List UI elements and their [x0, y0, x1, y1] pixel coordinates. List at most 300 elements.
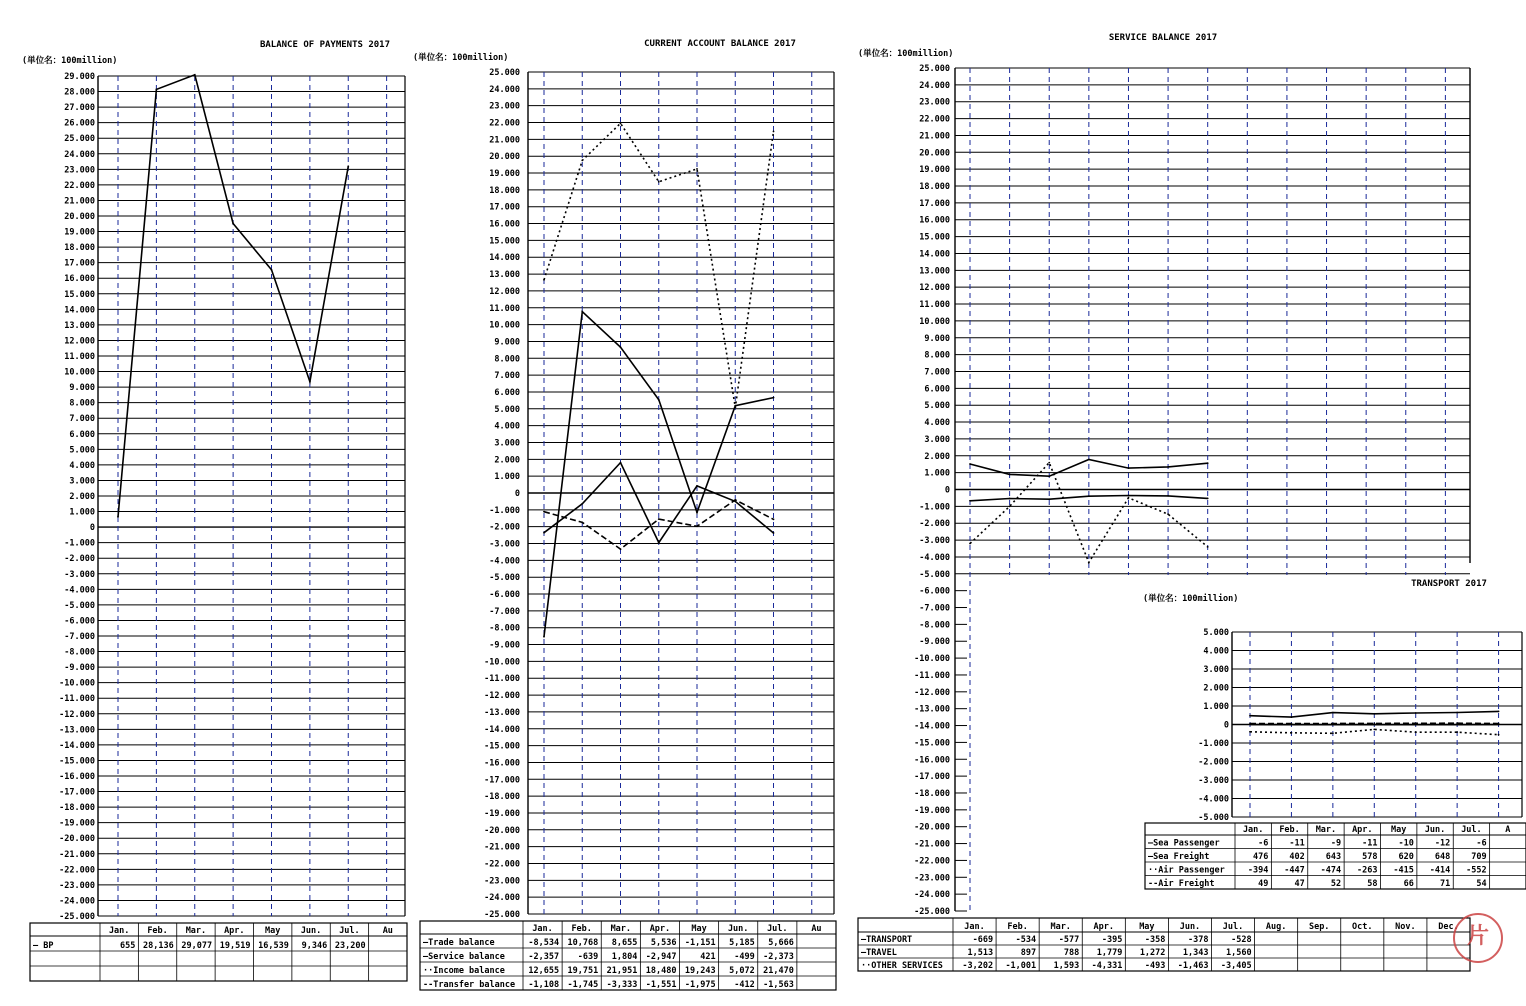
table-cell: 10,768 — [567, 938, 599, 948]
table-cell: 58 — [1367, 879, 1378, 889]
data-point — [1415, 722, 1417, 724]
y-tick-label: 29.000 — [64, 72, 95, 82]
table-header-cell: May — [1139, 922, 1155, 932]
data-point — [969, 463, 971, 465]
y-tick-label: 25.000 — [489, 68, 520, 78]
y-tick-label: -20.000 — [484, 825, 520, 836]
table-header-cell: Mar. — [610, 924, 632, 934]
y-tick-label: 20.000 — [64, 212, 95, 222]
y-tick-label: -4.000 — [64, 585, 95, 596]
data-point — [1498, 710, 1500, 712]
y-tick-label: 18.000 — [919, 182, 950, 193]
table-header-cell: Apr. — [1352, 825, 1373, 835]
y-tick-label: -17.000 — [914, 772, 950, 783]
y-tick-label: -16.000 — [484, 758, 520, 769]
bop-unit-label: (単位名：100million) — [22, 56, 118, 66]
table-cell: -577 — [1058, 935, 1080, 945]
table-cell: 402 — [1289, 852, 1305, 862]
y-tick-label: 5.000 — [494, 404, 520, 415]
y-tick-label: -11.000 — [914, 670, 950, 681]
table-cell: -10 — [1398, 838, 1414, 849]
table-cell: -414 — [1429, 865, 1451, 876]
table-cell: -11 — [1362, 838, 1378, 849]
table-cell: 5,185 — [729, 938, 755, 948]
y-tick-label: 0 — [514, 489, 520, 499]
y-tick-label: 16.000 — [489, 219, 520, 230]
data-point — [1332, 712, 1334, 714]
y-tick-label: 24.000 — [489, 84, 520, 95]
y-tick-label: -6.000 — [919, 586, 950, 597]
y-tick-label: 19.000 — [919, 165, 950, 176]
y-tick-label: 1.000 — [924, 468, 950, 479]
y-tick-label: -19.000 — [914, 805, 950, 816]
table-row-label: --Air Freight — [1148, 879, 1215, 889]
bop-chart — [22, 40, 407, 981]
y-tick-label: 12.000 — [489, 286, 520, 297]
data-point — [734, 407, 736, 409]
y-tick-label: -11.000 — [59, 694, 95, 705]
data-point — [347, 165, 349, 167]
y-tick-label: 22.000 — [489, 118, 520, 129]
transport-unit-label: (単位名：100million) — [1143, 594, 1239, 604]
data-point — [1498, 723, 1500, 725]
table-header-cell: May — [691, 924, 707, 934]
bop-grid — [59, 72, 405, 922]
table-header-cell: Jul. — [339, 926, 360, 936]
table-cell: -2,373 — [763, 952, 794, 962]
y-tick-label: -24.000 — [59, 896, 95, 907]
y-tick-label: -5.000 — [64, 600, 95, 611]
table-cell: -2,947 — [645, 952, 677, 962]
y-tick-label: 20.000 — [489, 152, 520, 163]
y-tick-label: 13.000 — [489, 270, 520, 281]
y-tick-label: -19.000 — [484, 808, 520, 819]
table-cell: -1,563 — [763, 980, 794, 990]
data-point — [1291, 716, 1293, 718]
table-cell: 52 — [1330, 879, 1342, 889]
y-tick-label: 7.000 — [69, 414, 95, 425]
table-cell: 16,539 — [258, 941, 289, 951]
table-cell: -474 — [1320, 865, 1342, 876]
data-point — [620, 346, 622, 348]
y-tick-label: -2.000 — [489, 522, 520, 533]
table-header-cell: Jan. — [532, 924, 553, 934]
data-point — [969, 543, 971, 545]
y-tick-label: -8.000 — [489, 623, 520, 634]
table-row-label: —Trade balance — [423, 938, 495, 948]
table-header-cell: May — [1391, 825, 1407, 835]
y-tick-label: 15.000 — [489, 236, 520, 247]
data-point — [194, 74, 196, 76]
data-point — [696, 525, 698, 527]
table-cell: -1,463 — [1177, 961, 1209, 971]
y-tick-label: 0 — [89, 523, 95, 534]
data-point — [271, 269, 273, 271]
data-point — [1048, 475, 1050, 477]
y-tick-label: -13.000 — [914, 704, 950, 715]
cab-data-table — [420, 921, 836, 990]
y-tick-label: 5.000 — [1203, 628, 1229, 638]
data-point — [155, 89, 157, 91]
y-tick-label: -4.000 — [919, 552, 950, 563]
y-tick-label: 14.000 — [489, 253, 520, 264]
y-tick-label: 4.000 — [1203, 646, 1229, 657]
y-tick-label: -6.000 — [489, 590, 520, 601]
y-tick-label: 21.000 — [489, 135, 520, 146]
y-tick-label: -10.000 — [59, 678, 95, 689]
y-tick-label: 24.000 — [919, 80, 950, 91]
data-point — [1167, 513, 1169, 515]
y-tick-label: 21.000 — [64, 196, 95, 207]
y-tick-label: -15.000 — [484, 741, 520, 752]
y-tick-label: -9.000 — [919, 637, 950, 648]
table-cell: 620 — [1398, 852, 1414, 862]
y-tick-label: -17.000 — [59, 787, 95, 798]
y-tick-label: -3.000 — [489, 539, 520, 550]
table-header-cell: Sep. — [1308, 922, 1330, 932]
table-header-cell: Aug. — [1265, 922, 1287, 932]
data-point — [658, 181, 660, 183]
data-point — [1009, 473, 1011, 475]
y-tick-label: -22.000 — [59, 865, 95, 876]
y-tick-label: -3.000 — [1198, 776, 1229, 786]
y-tick-label: 0 — [1223, 720, 1229, 731]
y-tick-label: -25.000 — [914, 907, 950, 917]
table-header-cell: Jul. — [1461, 825, 1482, 835]
table-cell: 643 — [1325, 852, 1342, 862]
table-cell: -493 — [1144, 961, 1166, 971]
table-cell: 421 — [700, 952, 716, 962]
data-point — [1207, 546, 1209, 548]
table-cell: -499 — [734, 952, 755, 962]
data-point — [1456, 722, 1458, 724]
y-tick-label: -22.000 — [914, 856, 950, 867]
table-cell: -3,333 — [606, 980, 638, 990]
table-row-label: — BP — [33, 941, 54, 951]
y-tick-label: -17.000 — [484, 775, 520, 786]
table-cell: -6 — [1476, 838, 1487, 849]
data-point — [117, 516, 119, 518]
y-tick-label: 17.000 — [919, 198, 950, 209]
y-tick-label: 21.000 — [919, 131, 950, 142]
table-header-cell: Jun. — [1424, 825, 1446, 835]
table-header-cell: Apr. — [1093, 922, 1115, 932]
data-point — [620, 122, 622, 124]
y-tick-label: 9.000 — [69, 383, 95, 394]
cab-title: CURRENT ACCOUNT BALANCE 2017 — [644, 39, 796, 49]
data-point — [543, 636, 545, 638]
data-point — [969, 500, 971, 502]
y-tick-label: -5.000 — [919, 569, 950, 580]
table-header-cell: Jun. — [727, 924, 749, 934]
data-point — [1167, 495, 1169, 497]
table-row-label: ··Income balance — [423, 966, 505, 976]
data-point — [1291, 732, 1293, 734]
data-point — [1456, 712, 1458, 714]
transport-title: TRANSPORT 2017 — [1411, 579, 1487, 589]
y-tick-label: -5.000 — [489, 573, 520, 584]
data-point — [543, 511, 545, 513]
y-tick-label: -2.000 — [1198, 757, 1229, 768]
y-tick-label: -20.000 — [914, 822, 950, 833]
y-tick-label: -5.000 — [1198, 813, 1229, 823]
table-cell: 21,470 — [763, 966, 794, 976]
table-cell: -1,975 — [684, 980, 716, 990]
table-header-cell: Feb. — [1279, 825, 1300, 835]
cab-grid — [484, 68, 834, 920]
table-cell: -395 — [1101, 935, 1123, 945]
table-header-cell: Jul. — [767, 924, 788, 934]
table-header-cell: Jan. — [1242, 825, 1264, 835]
data-point — [1088, 562, 1090, 564]
table-header-cell: Oct. — [1352, 922, 1373, 932]
table-header-cell: Mar. — [1315, 825, 1337, 835]
bop-title: BALANCE OF PAYMENTS 2017 — [259, 40, 391, 50]
table-row-label: —Sea Freight — [1148, 852, 1210, 862]
data-point — [1249, 715, 1251, 717]
table-cell: 19,243 — [684, 966, 716, 976]
y-tick-label: -23.000 — [914, 873, 950, 884]
table-row-label: —TRAVEL — [861, 948, 897, 958]
table-cell: -528 — [1231, 935, 1252, 945]
data-point — [543, 532, 545, 534]
bop-data-table — [30, 923, 407, 981]
data-point — [1373, 713, 1375, 715]
y-tick-label: 6.000 — [924, 384, 950, 395]
y-tick-label: -7.000 — [64, 632, 95, 642]
table-cell: 5,666 — [768, 938, 794, 948]
data-point — [1249, 731, 1251, 733]
y-tick-label: -24.000 — [914, 890, 950, 901]
y-tick-label: 18.000 — [489, 185, 520, 196]
table-cell: 49 — [1258, 879, 1269, 889]
table-cell: -11 — [1289, 838, 1305, 849]
data-point — [232, 223, 234, 225]
table-header-cell: Au — [811, 924, 822, 934]
table-cell: 1,272 — [1139, 948, 1166, 958]
table-cell: -415 — [1393, 865, 1414, 876]
table-cell: -12 — [1434, 838, 1451, 849]
y-tick-label: -11.000 — [484, 674, 520, 685]
table-cell: 476 — [1253, 852, 1269, 862]
table-cell: 1,593 — [1053, 961, 1080, 971]
y-tick-label: -15.000 — [59, 756, 95, 767]
y-tick-label: 23.000 — [64, 165, 95, 176]
y-tick-label: 24.000 — [64, 149, 95, 160]
y-tick-label: -7.000 — [919, 603, 950, 614]
data-point — [581, 311, 583, 313]
table-cell: 897 — [1020, 948, 1037, 958]
data-point — [773, 518, 775, 520]
table-cell: -1,151 — [684, 938, 716, 948]
table-cell: 54 — [1476, 879, 1487, 889]
data-point — [1048, 498, 1050, 500]
table-cell: -1,551 — [645, 980, 677, 990]
y-tick-label: -2.000 — [64, 554, 95, 565]
y-tick-label: -21.000 — [914, 839, 950, 850]
table-cell: 19,751 — [567, 966, 599, 976]
y-tick-label: 15.000 — [64, 289, 95, 300]
y-tick-label: -23.000 — [59, 880, 95, 891]
cab-unit-label: (単位名：100million) — [413, 53, 509, 63]
y-tick-label: -10.000 — [484, 657, 520, 668]
data-point — [1332, 723, 1334, 725]
table-cell: -2,357 — [528, 952, 560, 962]
y-tick-label: -25.000 — [484, 910, 520, 920]
y-tick-label: 8.000 — [494, 354, 520, 365]
y-tick-label: -12.000 — [914, 687, 950, 698]
y-tick-label: -14.000 — [914, 721, 950, 732]
table-cell: 71 — [1440, 879, 1451, 889]
y-tick-label: 10.000 — [489, 320, 520, 331]
y-tick-label: -1.000 — [489, 505, 520, 516]
y-tick-label: 17.000 — [489, 202, 520, 213]
table-header-cell: Apr. — [224, 926, 245, 936]
table-cell: -1,001 — [1005, 961, 1037, 971]
y-tick-label: -21.000 — [484, 842, 520, 853]
data-point — [1498, 734, 1500, 736]
y-tick-label: 1.000 — [494, 472, 520, 483]
data-point — [1088, 495, 1090, 497]
transport-chart — [1135, 575, 1526, 897]
data-point — [1167, 466, 1169, 468]
y-tick-label: 10.000 — [919, 316, 950, 327]
data-point — [1207, 462, 1209, 464]
data-point — [1128, 495, 1130, 497]
table-cell: -534 — [1015, 935, 1037, 945]
y-tick-label: 5.000 — [924, 401, 950, 412]
data-point — [1456, 731, 1458, 733]
y-tick-label: -24.000 — [484, 893, 520, 904]
data-point — [1291, 723, 1293, 725]
data-point — [543, 279, 545, 281]
data-point — [658, 542, 660, 544]
data-point — [1048, 462, 1050, 464]
y-tick-label: 11.000 — [64, 352, 95, 362]
table-header-cell: Jun. — [300, 926, 322, 936]
y-tick-label: -4.000 — [1198, 794, 1229, 805]
y-tick-label: 13.000 — [919, 266, 950, 277]
table-header-cell: Jan. — [108, 926, 130, 936]
y-tick-label: -7.000 — [489, 606, 520, 617]
table-cell: 1,779 — [1096, 948, 1123, 958]
data-point — [1207, 498, 1209, 500]
table-header-cell: Mar. — [1050, 922, 1071, 932]
y-tick-label: 22.000 — [64, 180, 95, 191]
y-tick-label: -9.000 — [489, 640, 520, 651]
data-point — [581, 503, 583, 505]
data-point — [1088, 459, 1090, 461]
y-tick-label: -1.000 — [1198, 739, 1229, 749]
table-cell: 8,655 — [611, 938, 638, 948]
table-cell: -639 — [577, 952, 599, 962]
y-tick-label: -13.000 — [484, 707, 520, 718]
y-tick-label: 7.000 — [494, 371, 520, 382]
y-tick-label: 3.000 — [494, 438, 520, 449]
y-tick-label: 19.000 — [489, 169, 520, 180]
y-tick-label: 28.000 — [64, 87, 95, 98]
y-tick-label: -8.000 — [919, 620, 950, 631]
y-tick-label: 16.000 — [64, 274, 95, 285]
y-tick-label: 25.000 — [64, 134, 95, 145]
y-tick-label: 26.000 — [64, 118, 95, 129]
cab-chart — [413, 39, 836, 990]
table-header-cell: Feb. — [1007, 922, 1028, 932]
y-tick-label: -25.000 — [59, 912, 95, 922]
data-point — [1456, 724, 1458, 726]
y-tick-label: 23.000 — [489, 101, 520, 112]
y-tick-label: -14.000 — [59, 740, 95, 751]
data-point — [696, 511, 698, 513]
table-cell: -1,108 — [528, 980, 560, 990]
y-tick-label: 0 — [944, 485, 950, 496]
table-cell: 709 — [1471, 852, 1487, 862]
data-point — [1249, 723, 1251, 725]
table-cell: 23,200 — [334, 941, 366, 951]
table-cell: -9 — [1330, 838, 1342, 849]
data-point — [1009, 498, 1011, 500]
table-cell: 66 — [1403, 879, 1414, 889]
table-header-cell: Feb. — [571, 924, 592, 934]
y-tick-label: -1.000 — [64, 538, 95, 549]
table-cell: 18,480 — [645, 966, 677, 976]
table-cell: -358 — [1144, 935, 1166, 945]
table-cell: 1,513 — [967, 948, 994, 958]
data-point — [620, 548, 622, 550]
y-tick-label: -12.000 — [484, 691, 520, 702]
y-tick-label: 3.000 — [924, 434, 950, 445]
y-tick-label: -10.000 — [914, 654, 950, 665]
table-cell: -4,331 — [1091, 961, 1123, 971]
data-point — [1373, 723, 1375, 725]
y-tick-label: -21.000 — [59, 849, 95, 860]
table-header-cell: Nov. — [1395, 922, 1416, 932]
y-tick-label: 23.000 — [919, 97, 950, 108]
y-tick-label: -22.000 — [484, 859, 520, 870]
data-point — [696, 485, 698, 487]
y-tick-label: -3.000 — [919, 536, 950, 547]
table-row-label: ··Air Passenger — [1148, 865, 1225, 876]
y-tick-label: 17.000 — [64, 258, 95, 269]
y-tick-label: 2.000 — [924, 451, 950, 462]
data-point — [773, 532, 775, 534]
y-tick-label: 27.000 — [64, 103, 95, 114]
table-cell: 655 — [120, 941, 136, 951]
table-header-cell: Apr. — [649, 924, 671, 934]
table-cell: 578 — [1362, 852, 1378, 862]
table-cell: 5,536 — [650, 938, 677, 948]
table-cell: 788 — [1063, 948, 1080, 958]
y-tick-label: 9.000 — [924, 333, 950, 344]
table-cell: -3,405 — [1220, 961, 1252, 971]
table-cell: 21,951 — [606, 966, 638, 976]
table-header-cell: Feb. — [147, 926, 168, 936]
table-cell: -669 — [972, 935, 994, 945]
y-tick-label: -15.000 — [914, 738, 950, 749]
data-point — [620, 462, 622, 464]
table-header-cell: A — [1505, 825, 1511, 835]
y-tick-label: 25.000 — [919, 64, 950, 74]
y-tick-label: 6.000 — [494, 387, 520, 398]
y-tick-label: 13.000 — [64, 320, 95, 331]
y-tick-label: -14.000 — [484, 724, 520, 735]
seal-stamp: 片 — [1453, 913, 1503, 963]
data-point — [581, 521, 583, 523]
table-row-label: —Service balance — [423, 952, 505, 962]
table-cell: -263 — [1357, 865, 1378, 876]
y-tick-label: -8.000 — [64, 647, 95, 658]
y-tick-label: 8.000 — [924, 350, 950, 361]
